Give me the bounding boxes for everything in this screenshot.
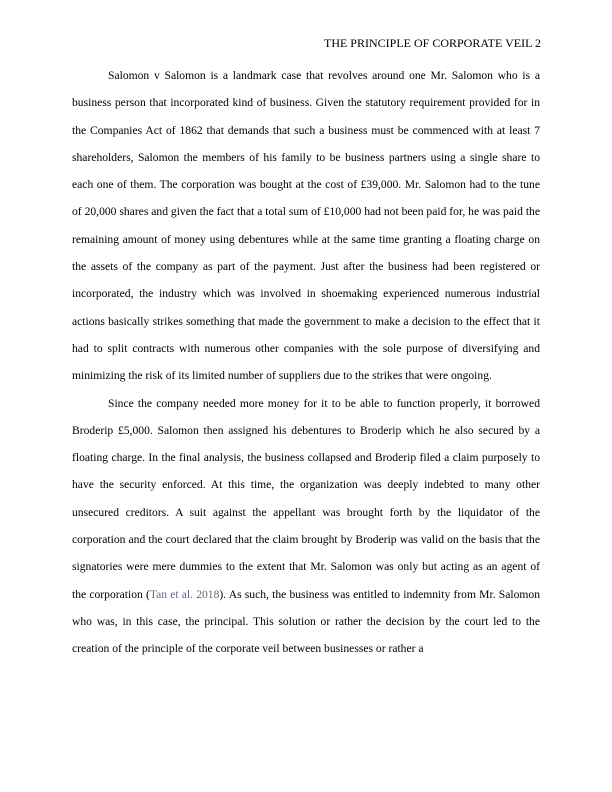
- paragraph-2-text-end: ). As such, the business was entitled to indemnity from Mr. Salomon who was, in this case, the principal. This solution or rather the decision by the court led to the creation of the principle of the corporate veil between businesses or rather a: [72, 587, 541, 656]
- paragraph-2: [72, 390, 540, 663]
- citation-link[interactable]: Tan et al. 2018: [149, 587, 220, 601]
- body-text: [72, 62, 540, 663]
- paragraph-1: Salomon v Salomon is a landmark case that revolves around one Mr. Salomon who is a business person that incorporated kind of business. Given the statutory requirement provided for in the Companies Act of 1862 that demands that such a business must be commenced with at least 7 shareholders, Salomon the members of his family to be business partners using a single share to each one of them. The corporation was bought at the cost of £39,000. Mr. Salomon had to the tune of 20,000 shares and given the fact that a total sum of £10,000 had not been paid for, he was paid the remaining amount of money using debentures while at the same time granting a floating charge on the assets of the company as part of the payment. Just after the business had been registered or incorporated, the industry which was involved in shoemaking experienced numerous industrial actions basically strikes something that made the government to make a decision to the effect that it had to split contracts with numerous other companies with the sole purpose of diversifying and minimizing the risk of its limited number of suppliers due to the strikes that were ongoing.: [72, 69, 540, 383]
- paragraph-2-text-start: Since the company needed more money for it to be able to function properly, it borrowed Broderip £5,000. Salomon then assigned his debentures to Broderip which he also secured by a floating charge. In the final analysis, the business collapsed and Broderip filed a claim purposely to have the security enforced. At this time, the organization was deeply indebted to many other unsecured creditors. A suit against the appellant was brought forth by the liquidator of the corporation and the court declared that the claim brought by Broderip was valid on the basis that the signatories were mere dummies to the extent that Mr. Salomon was only but acting as an agent of the corporation (: [72, 396, 540, 601]
- running-head: THE PRINCIPLE OF CORPORATE VEIL 2: [323, 36, 541, 50]
